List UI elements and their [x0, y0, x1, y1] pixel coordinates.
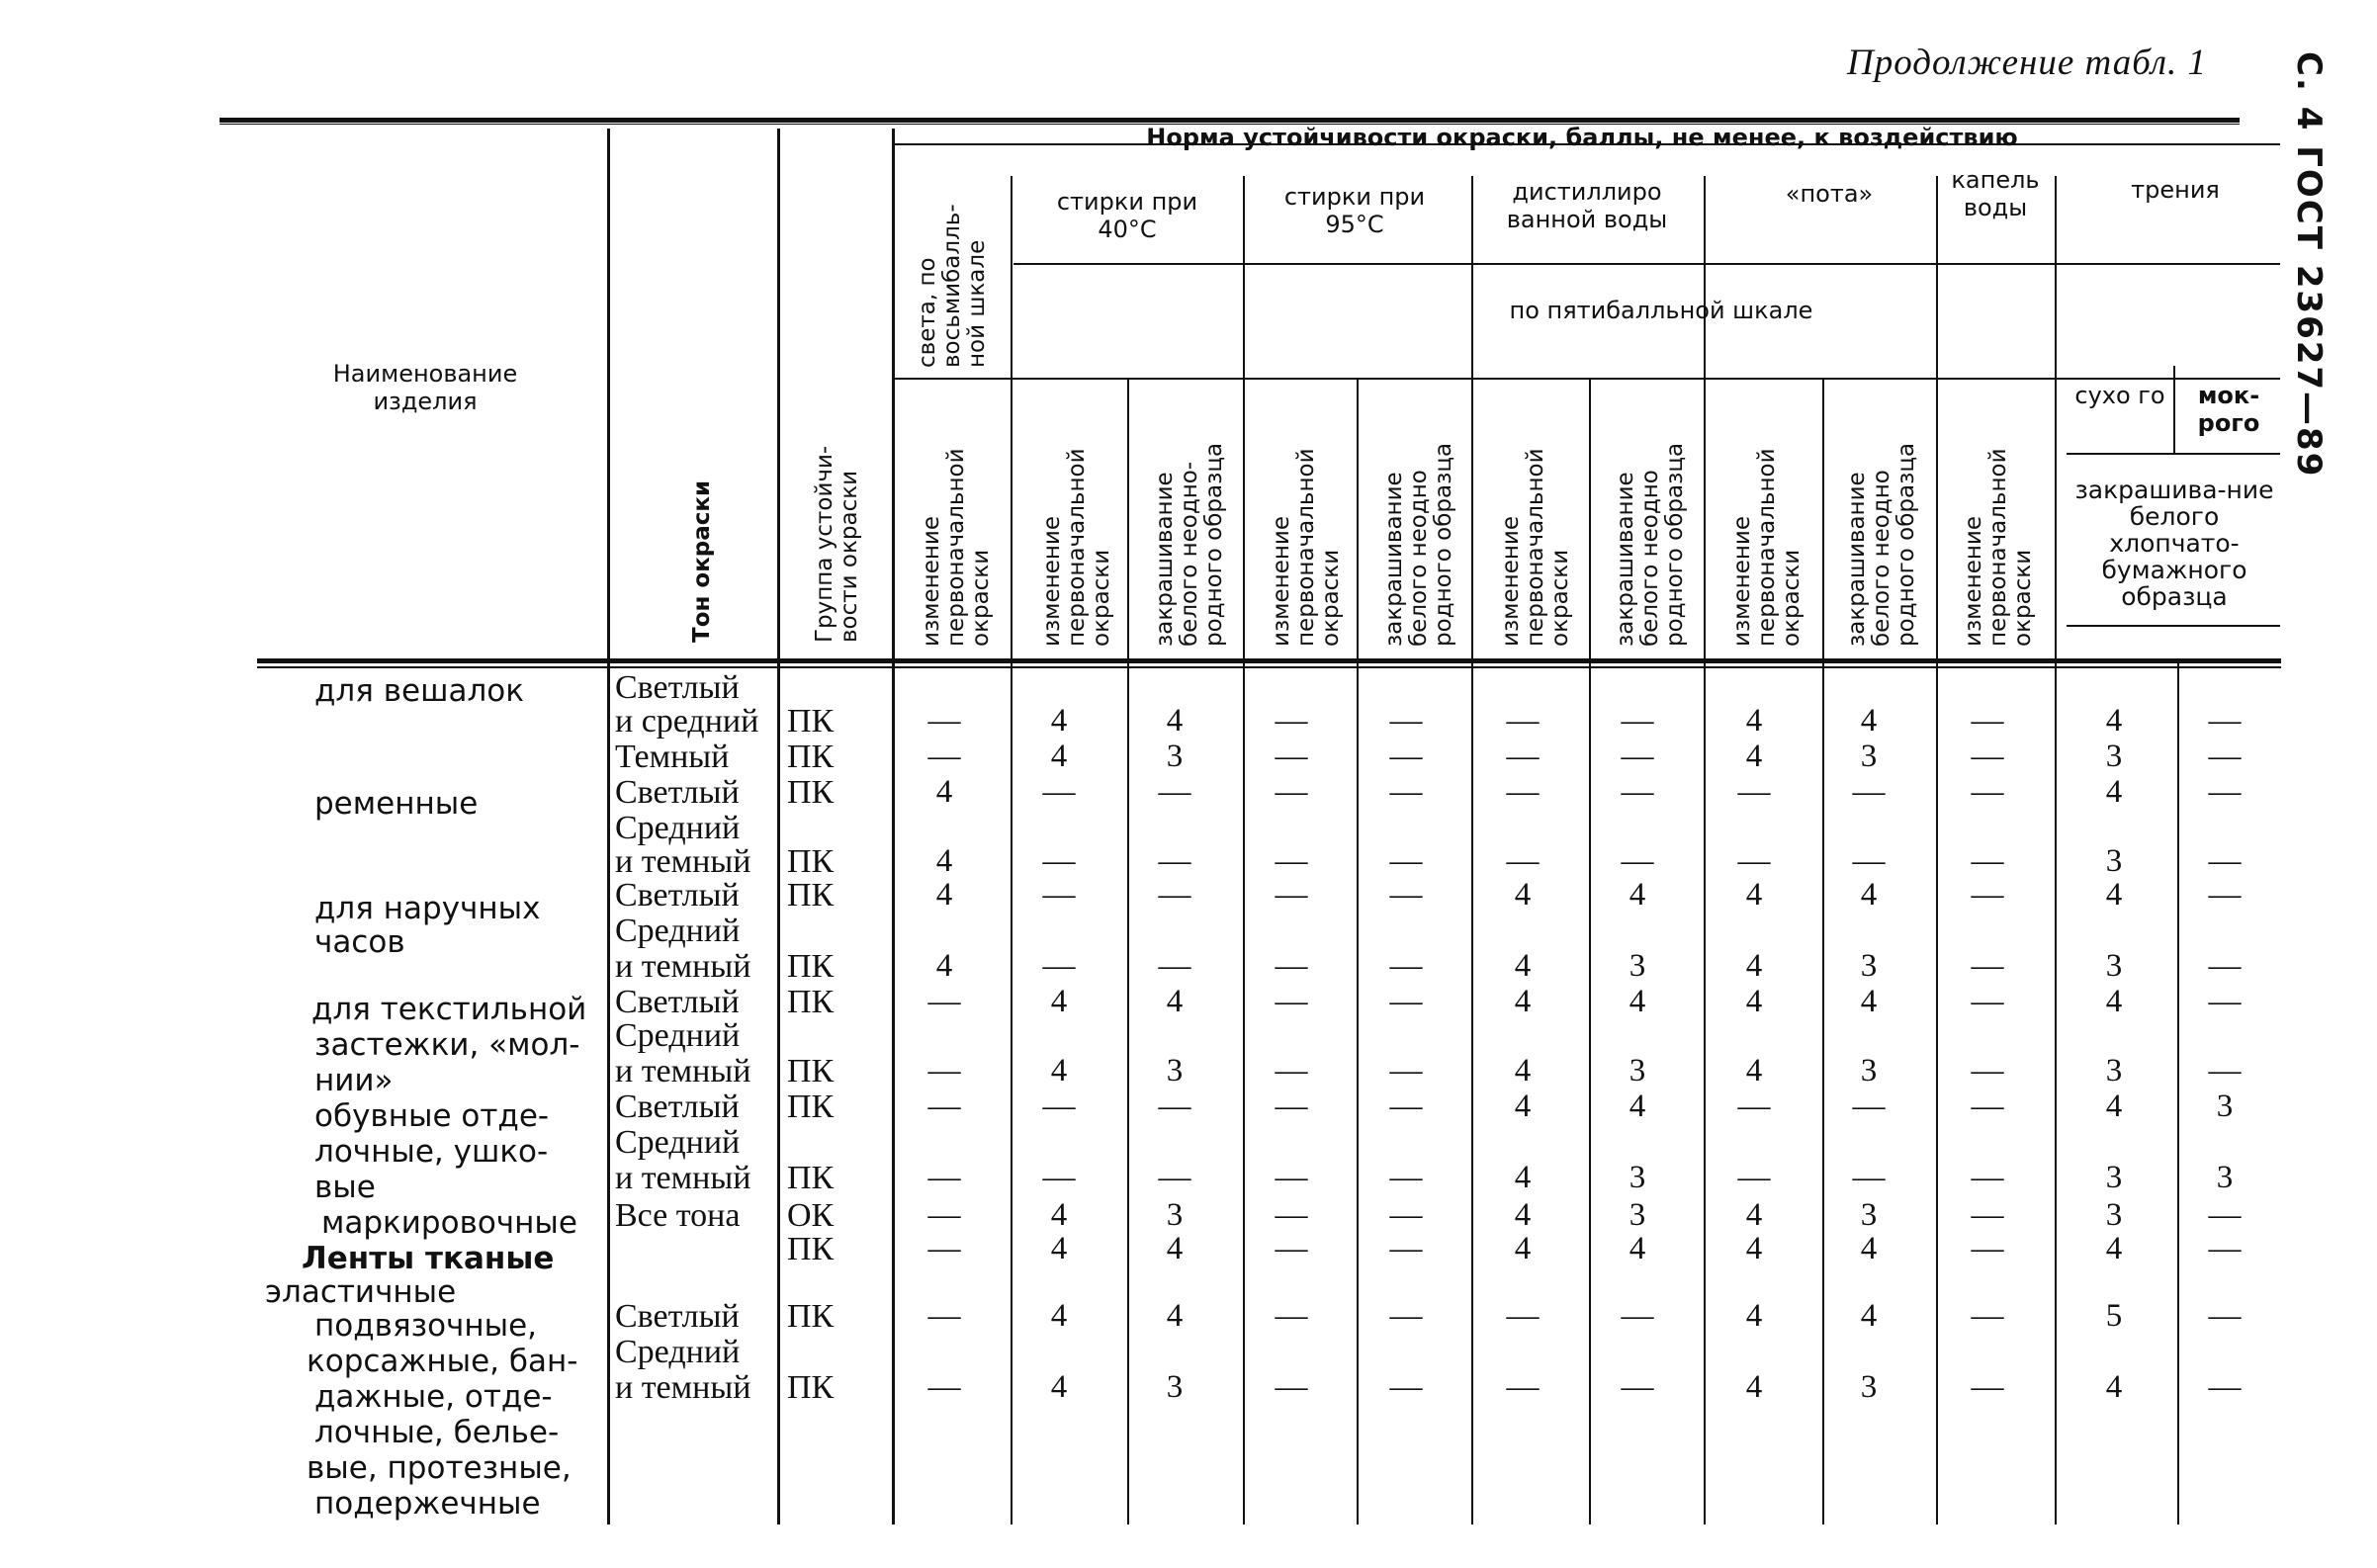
rating-cell: 4 — [2105, 1089, 2123, 1124]
rating-cell: 4 — [1050, 739, 1068, 774]
tone-label: Средний — [615, 1124, 741, 1161]
rating-cell: — — [1158, 1089, 1191, 1124]
group-cell: ПК — [787, 1053, 835, 1089]
rating-cell: — — [927, 703, 961, 739]
rating-cell: — — [1275, 1369, 1308, 1405]
product-name: застежки, «мол- — [314, 1027, 580, 1063]
group-cell: ПК — [787, 1231, 835, 1267]
rating-cell: — — [1042, 948, 1076, 984]
product-name: подвязочные, — [314, 1308, 538, 1344]
header-wash95: стирки при 95°С — [1283, 183, 1426, 238]
product-name: корсажные, бан- — [307, 1344, 578, 1379]
rating-cell: — — [1275, 774, 1308, 810]
rating-cell: 3 — [1629, 1160, 1646, 1195]
sub-stain: закрашивание белого неодно-родного образца — [1152, 442, 1227, 647]
rating-cell: 4 — [1745, 1197, 1763, 1233]
rating-cell: — — [1275, 1160, 1308, 1195]
rating-cell: — — [1389, 877, 1423, 913]
rating-cell: 4 — [2105, 703, 2123, 739]
sub-stain: закрашивание белого неодно родного образца — [1613, 442, 1688, 647]
scale-rule-bottom — [895, 378, 2280, 380]
header-sweat: «пота» — [1785, 180, 1874, 208]
rating-cell: — — [1275, 703, 1308, 739]
header-dry: сухо го — [2074, 382, 2165, 409]
rating-cell: 4 — [1745, 1231, 1763, 1266]
product-name: лочные, белье- — [314, 1415, 560, 1450]
rating-cell: — — [1506, 703, 1540, 739]
rating-cell: — — [1971, 1231, 2004, 1266]
rating-cell: 4 — [935, 774, 953, 810]
rating-cell: — — [1737, 774, 1771, 810]
rating-cell: — — [2208, 877, 2242, 913]
rating-cell: — — [2208, 739, 2242, 774]
header-drop: капель воды — [1951, 166, 2040, 221]
rating-cell: 3 — [1629, 1053, 1646, 1089]
standard-reference: С. 4 ГОСТ 23627—89 — [2289, 51, 2329, 479]
rating-cell: — — [1852, 843, 1886, 879]
product-name: обувные отде- — [314, 1098, 550, 1134]
rating-cell: 4 — [1050, 984, 1068, 1019]
top-rule — [220, 118, 2240, 123]
rating-cell: — — [1621, 739, 1654, 774]
rating-cell: — — [2208, 1298, 2242, 1334]
rating-cell: 4 — [1050, 1053, 1068, 1089]
rating-cell: — — [1158, 948, 1191, 984]
rating-cell: 4 — [1514, 1053, 1532, 1089]
tone-label: Темный — [615, 739, 730, 775]
rating-cell: — — [1275, 843, 1308, 879]
tone-label: и темный — [615, 843, 751, 880]
rating-cell: — — [927, 1160, 961, 1195]
rating-cell: — — [927, 739, 961, 774]
rating-cell: — — [2208, 1053, 2242, 1089]
rating-cell: — — [1971, 948, 2004, 984]
rating-cell: — — [1971, 774, 2004, 810]
header-light: света, по восьмибалль-ной шкале — [915, 204, 990, 368]
rating-cell: 4 — [1514, 1197, 1532, 1233]
product-name: ременные — [314, 786, 479, 822]
rating-cell: — — [1971, 1089, 2004, 1124]
rating-cell: 3 — [1860, 739, 1878, 774]
rating-cell: — — [927, 1369, 961, 1405]
rating-cell: — — [2208, 948, 2242, 984]
rating-cell: — — [1971, 877, 2004, 913]
rating-cell: — — [1275, 1298, 1308, 1334]
col-rule-tone — [777, 129, 780, 1524]
col-rule-w40-end — [1243, 176, 1245, 1524]
rating-cell: — — [2208, 703, 2242, 739]
header-five-point: по пятибалльной шкале — [1509, 297, 1813, 324]
header-tone: Тон окраски — [689, 479, 715, 643]
rating-cell: 4 — [1745, 984, 1763, 1019]
rating-cell: — — [1971, 703, 2004, 739]
tone-label: и темный — [615, 1369, 751, 1406]
rating-cell: 4 — [1514, 984, 1532, 1019]
rating-cell: — — [1275, 739, 1308, 774]
rating-cell: 3 — [1166, 739, 1184, 774]
product-name: маркировочные — [321, 1205, 577, 1241]
dry-wet-rule — [2067, 453, 2280, 455]
rating-cell: 4 — [1745, 877, 1763, 913]
tone-label: и средний — [615, 703, 759, 740]
product-name: Ленты тканые — [302, 1241, 555, 1276]
rating-cell: — — [927, 1298, 961, 1334]
tone-label: Светлый — [615, 669, 740, 706]
rating-cell: 3 — [2105, 1053, 2123, 1089]
rating-cell: — — [1275, 1053, 1308, 1089]
rating-cell: — — [927, 1197, 961, 1233]
sub-stain: закрашивание белого неодно родного образца — [1844, 442, 1919, 647]
sub-change: изменение первоначальной окраски — [1729, 448, 1805, 647]
rating-cell: — — [1506, 739, 1540, 774]
rating-cell: — — [1737, 843, 1771, 879]
sub-change: изменение первоначальной окраски — [1039, 448, 1114, 647]
group-cell: ПК — [787, 948, 835, 985]
rating-cell: 4 — [1745, 739, 1763, 774]
header-wet: мок-рого — [2197, 382, 2260, 437]
sub-change: изменение первоначальной окраски — [1498, 448, 1573, 647]
rating-cell: 4 — [2105, 774, 2123, 810]
rating-cell: — — [1042, 843, 1076, 879]
rating-cell: — — [2208, 1197, 2242, 1233]
rating-cell: — — [1389, 1298, 1423, 1334]
rating-cell: — — [1506, 1369, 1540, 1405]
rating-cell: — — [1042, 774, 1076, 810]
tone-label: и темный — [615, 1160, 751, 1196]
rating-cell: 4 — [1514, 877, 1532, 913]
rating-cell: 3 — [2105, 948, 2123, 984]
group-cell: ПК — [787, 1089, 835, 1125]
rating-cell: 4 — [2105, 984, 2123, 1019]
scale-rule-top — [1013, 263, 2280, 265]
product-name: эластичные — [265, 1274, 457, 1310]
rating-cell: — — [1971, 843, 2004, 879]
product-name: подержечные — [314, 1486, 541, 1522]
product-name: для наручных — [314, 891, 541, 926]
rating-cell: — — [1389, 1231, 1423, 1266]
rating-cell: — — [2208, 774, 2242, 810]
header-norm: Норма устойчивости окраски, баллы, не менее, к воздействию — [1146, 124, 2018, 151]
tone-label: Светлый — [615, 1298, 740, 1335]
rating-cell: 4 — [1629, 1089, 1646, 1124]
product-name: часов — [314, 924, 405, 960]
col-rule-sweat — [1822, 378, 1824, 1524]
rating-cell: 4 — [1745, 1053, 1763, 1089]
rating-cell: 4 — [1514, 1089, 1532, 1124]
col-rule-dry-wet-body — [2177, 658, 2179, 1524]
rating-cell: — — [1275, 1231, 1308, 1266]
rating-cell: 3 — [1860, 1197, 1878, 1233]
group-cell: ПК — [787, 774, 835, 811]
stain-top-rule — [2067, 625, 2280, 627]
rating-cell: — — [1389, 948, 1423, 984]
rating-cell: — — [1852, 1089, 1886, 1124]
sub-change: изменение первоначальной окраски — [1269, 448, 1344, 647]
continuation-title: Продолжение табл. 1 — [1847, 43, 2208, 83]
rating-cell: — — [1389, 1197, 1423, 1233]
rating-cell: 4 — [1166, 1231, 1184, 1266]
rating-cell: 3 — [1860, 948, 1878, 984]
col-rule-name — [607, 129, 610, 1524]
rating-cell: — — [1389, 843, 1423, 879]
rating-cell: 4 — [1514, 948, 1532, 984]
rating-cell: 4 — [1745, 1369, 1763, 1405]
group-cell: ПК — [787, 1369, 835, 1406]
rating-cell: — — [927, 1089, 961, 1124]
rating-cell: 3 — [2105, 1197, 2123, 1233]
rating-cell: 3 — [2216, 1160, 2234, 1195]
rating-cell: — — [1389, 984, 1423, 1019]
rating-cell: — — [1621, 1369, 1654, 1405]
rating-cell: 4 — [1860, 703, 1878, 739]
product-name: вые, протезные, — [307, 1450, 572, 1486]
rating-cell: — — [1158, 774, 1191, 810]
header-rubbing: трения — [2131, 176, 2220, 204]
rating-cell: — — [1971, 1053, 2004, 1089]
rating-cell: 4 — [2105, 1231, 2123, 1266]
rating-cell: — — [1621, 843, 1654, 879]
rating-cell: — — [1275, 984, 1308, 1019]
rating-cell: 3 — [1166, 1197, 1184, 1233]
rating-cell: 4 — [1166, 703, 1184, 739]
rating-cell: — — [1042, 877, 1076, 913]
rating-cell: 3 — [1166, 1053, 1184, 1089]
tone-label: и темный — [615, 1053, 751, 1089]
rating-cell: 4 — [1745, 1298, 1763, 1334]
rating-cell: 4 — [1166, 1298, 1184, 1334]
rating-cell: 4 — [1860, 1231, 1878, 1266]
product-name: лочные, ушко- — [314, 1134, 549, 1170]
tone-label: Все тона — [615, 1197, 741, 1234]
col-rule-drop-end — [2055, 176, 2057, 1524]
rating-cell: 3 — [2105, 843, 2123, 879]
rating-cell: 4 — [1050, 703, 1068, 739]
rating-cell: — — [1971, 1160, 2004, 1195]
rating-cell: 4 — [1514, 1160, 1532, 1195]
rating-cell: — — [1621, 1298, 1654, 1334]
product-name: для вешалок — [314, 673, 524, 709]
tone-label: Средний — [615, 1017, 741, 1054]
rating-cell: — — [1737, 1160, 1771, 1195]
rating-cell: 4 — [1745, 703, 1763, 739]
rating-cell: — — [2208, 843, 2242, 879]
rating-cell: — — [1389, 1053, 1423, 1089]
tone-label: Светлый — [615, 877, 740, 914]
rating-cell: 4 — [1050, 1298, 1068, 1334]
col-rule-light — [1011, 176, 1012, 1524]
rating-cell: 4 — [1860, 1298, 1878, 1334]
rating-cell: — — [927, 984, 961, 1019]
group-cell: ПК — [787, 1298, 835, 1335]
rating-cell: — — [1275, 877, 1308, 913]
header-staining-cotton: закрашива-ние белого хлопчато-бумажного образца — [2074, 476, 2274, 611]
group-cell: ПК — [787, 703, 835, 740]
rating-cell: — — [1971, 1197, 2004, 1233]
rating-cell: 4 — [2105, 877, 2123, 913]
rating-cell: — — [1737, 1089, 1771, 1124]
rating-cell: — — [1852, 1160, 1886, 1195]
rating-cell: 3 — [1860, 1369, 1878, 1405]
rating-cell: 3 — [1166, 1369, 1184, 1405]
rating-cell: — — [1389, 1160, 1423, 1195]
rating-cell: — — [1621, 774, 1654, 810]
rating-cell: 4 — [935, 877, 953, 913]
rating-cell: — — [927, 1231, 961, 1266]
rating-cell: — — [1506, 774, 1540, 810]
product-name: для текстильной — [311, 992, 587, 1027]
rating-cell: — — [1275, 948, 1308, 984]
group-cell: ПК — [787, 1160, 835, 1196]
tone-label: и темный — [615, 948, 751, 985]
rating-cell: — — [1971, 984, 2004, 1019]
rating-cell: — — [2208, 1369, 2242, 1405]
product-name: вые — [314, 1170, 376, 1205]
col-rule-sweat-end — [1936, 176, 1938, 1524]
col-rule-w95-end — [1471, 176, 1473, 1524]
sub-stain: закрашивание белого неодно родного образца — [1381, 442, 1456, 647]
rating-cell: — — [1275, 1089, 1308, 1124]
rating-cell: 3 — [2216, 1089, 2234, 1124]
rating-cell: 3 — [1629, 1197, 1646, 1233]
rating-cell: 4 — [1050, 1369, 1068, 1405]
rating-cell: 4 — [2105, 1369, 2123, 1405]
rating-cell: — — [1389, 774, 1423, 810]
col-rule-w40 — [1127, 378, 1129, 1524]
col-rule-dist-end — [1704, 176, 1706, 1524]
rating-cell: — — [2208, 1231, 2242, 1266]
rating-cell: — — [1852, 774, 1886, 810]
rating-cell: — — [1621, 703, 1654, 739]
rating-cell: 4 — [1629, 1231, 1646, 1266]
rating-cell: 3 — [1860, 1053, 1878, 1089]
group-cell: ПК — [787, 739, 835, 775]
rating-cell: 4 — [1050, 1197, 1068, 1233]
sub-change: изменение первоначальной окраски — [919, 448, 994, 647]
rating-cell: 4 — [1745, 948, 1763, 984]
rating-cell: — — [1158, 877, 1191, 913]
header-bottom-rule — [257, 658, 2281, 663]
rating-cell: — — [1971, 1298, 2004, 1334]
col-rule-dist — [1589, 378, 1591, 1524]
header-group: Группа устойчи-вости окраски — [812, 445, 862, 643]
rating-cell: 5 — [2105, 1298, 2123, 1334]
tone-label: Светлый — [615, 1089, 740, 1125]
header-wash40: стирки при 40°С — [1056, 188, 1198, 243]
group-cell: ПК — [787, 843, 835, 880]
col-rule-dry-wet — [2173, 366, 2175, 453]
rating-cell: — — [1042, 1160, 1076, 1195]
product-name: дажные, отде- — [314, 1379, 553, 1415]
rating-cell: — — [1971, 739, 2004, 774]
header-bottom-rule-2 — [257, 666, 2281, 668]
rating-cell: 4 — [935, 948, 953, 984]
rating-cell: 4 — [1629, 877, 1646, 913]
rating-cell: 4 — [1860, 984, 1878, 1019]
tone-label: Светлый — [615, 984, 740, 1020]
rating-cell: — — [1389, 1369, 1423, 1405]
rating-cell: 4 — [1514, 1231, 1532, 1266]
rating-cell: — — [1158, 1160, 1191, 1195]
rating-cell: — — [1506, 1298, 1540, 1334]
rating-cell: — — [1158, 843, 1191, 879]
rating-cell: — — [1042, 1089, 1076, 1124]
col-rule-w95 — [1357, 378, 1359, 1524]
rating-cell: — — [1506, 843, 1540, 879]
rating-cell: 3 — [2105, 1160, 2123, 1195]
rating-cell: — — [1275, 1197, 1308, 1233]
header-distilled: дистиллиро ванной воды — [1506, 178, 1668, 233]
rating-cell: 4 — [1050, 1231, 1068, 1266]
group-cell: ПК — [787, 984, 835, 1020]
rating-cell: — — [1971, 1369, 2004, 1405]
product-name: нии» — [314, 1063, 394, 1098]
sub-change: изменение первоначальной окраски — [1961, 448, 2036, 647]
rating-cell: — — [1389, 1089, 1423, 1124]
rating-cell: 3 — [1629, 948, 1646, 984]
header-name: Наименование изделия — [332, 360, 518, 415]
rating-cell: — — [927, 1053, 961, 1089]
rating-cell: — — [1389, 739, 1423, 774]
col-rule-group — [892, 129, 895, 1524]
tone-label: Светлый — [615, 774, 740, 811]
group-cell: ПК — [787, 877, 835, 914]
tone-label: Средний — [615, 913, 741, 949]
rating-cell: 4 — [1166, 984, 1184, 1019]
group-cell: ОК — [787, 1197, 835, 1234]
tone-label: Средний — [615, 1334, 741, 1370]
rating-cell: — — [2208, 984, 2242, 1019]
rating-cell: — — [1389, 703, 1423, 739]
rating-cell: 3 — [2105, 739, 2123, 774]
rating-cell: 4 — [1629, 984, 1646, 1019]
rating-cell: 4 — [1860, 877, 1878, 913]
tone-label: Средний — [615, 810, 741, 846]
rating-cell: 4 — [935, 843, 953, 879]
